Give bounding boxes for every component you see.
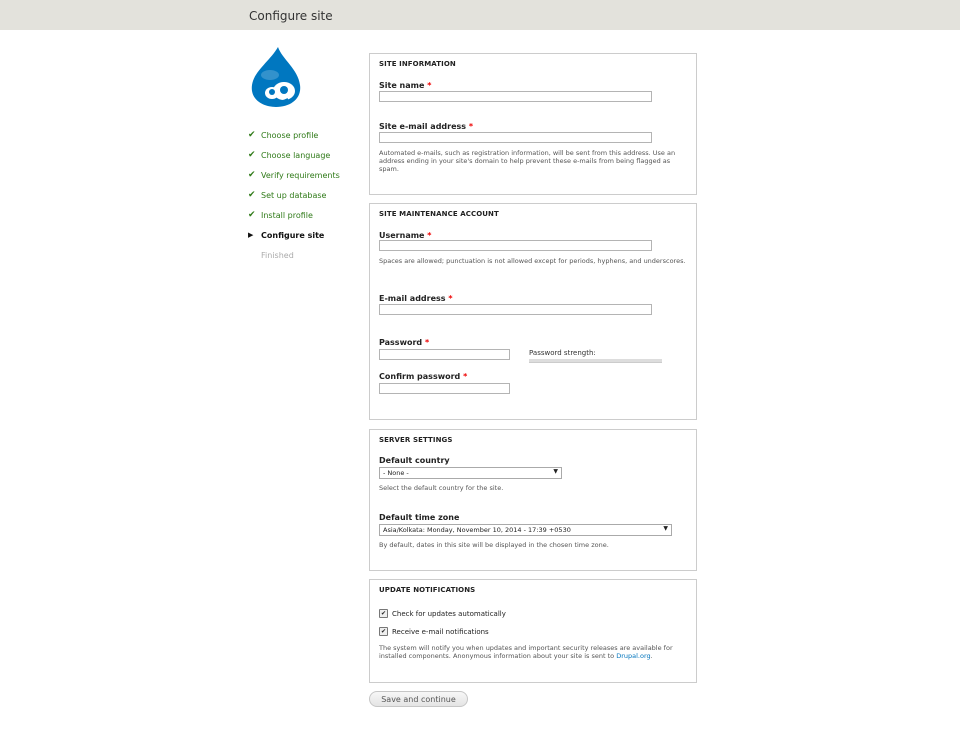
site-email-input[interactable] [379, 132, 652, 143]
save-and-continue-button[interactable]: Save and continue [369, 691, 468, 707]
drupal-logo [248, 45, 304, 107]
receive-email-label: Receive e-mail notifications [392, 627, 489, 636]
site-maintenance-account-fieldset [369, 203, 697, 420]
step-finished [248, 245, 340, 265]
email-label: E-mail address * [379, 294, 453, 303]
email-input[interactable] [379, 304, 652, 315]
drupal-org-link[interactable]: Drupal.org [616, 652, 651, 660]
username-label: Username * [379, 231, 432, 240]
password-input[interactable] [379, 349, 510, 360]
update-notifications-fieldset [369, 579, 697, 683]
check-updates-checkbox[interactable] [379, 609, 506, 618]
step-label: Install profile [261, 210, 313, 220]
step-choose-language [248, 145, 340, 165]
site-name-label: Site name * [379, 81, 432, 90]
default-country-description: Select the default country for the site. [379, 484, 504, 492]
server-settings-fieldset [369, 429, 697, 571]
step-choose-profile [248, 125, 340, 145]
header-bar [0, 0, 960, 30]
step-label: Choose language [261, 150, 331, 160]
site-email-label: Site e-mail address * [379, 122, 474, 131]
site-information-fieldset [369, 53, 697, 195]
checkbox-checked-icon[interactable]: ✔ [380, 610, 387, 617]
step-label: Configure site [261, 230, 325, 240]
step-configure-site [248, 225, 340, 245]
checkbox-checked-icon[interactable]: ✔ [380, 628, 387, 635]
fieldset-legend: SITE INFORMATION [379, 60, 456, 68]
password-strength-bar [529, 359, 662, 363]
dropdown-arrow-icon: ▼ [553, 468, 558, 475]
install-steps [248, 125, 340, 265]
default-country-select[interactable]: - None - ▼ [379, 467, 562, 479]
checkmark-icon: ✔ [248, 130, 256, 140]
step-install-profile [248, 205, 340, 225]
default-time-zone-description: By default, dates in this site will be displayed in the chosen time zone. [379, 541, 609, 549]
step-verify-requirements [248, 165, 340, 185]
step-label: Choose profile [261, 130, 319, 140]
receive-email-checkbox[interactable] [379, 627, 489, 636]
default-time-zone-select[interactable]: Asia/Kolkata: Monday, November 10, 2014 - 17:39 +0530 ▼ [379, 524, 672, 536]
site-email-description: Automated e-mails, such as registration information, will be sent from this address. Use an address ending in your site's domain to help prevent these e-mails from being flagged as spam. [379, 149, 676, 173]
triangle-right-icon: ▶ [248, 231, 254, 239]
checkmark-icon: ✔ [248, 210, 256, 220]
default-time-zone-label: Default time zone [379, 513, 460, 522]
fieldset-legend: UPDATE NOTIFICATIONS [379, 586, 476, 594]
username-input[interactable] [379, 240, 652, 251]
step-label: Finished [261, 250, 294, 260]
checkmark-icon: ✔ [248, 150, 256, 160]
confirm-password-label: Confirm password * [379, 372, 468, 381]
site-name-input[interactable] [379, 91, 652, 102]
username-description: Spaces are allowed; punctuation is not allowed except for periods, hyphens, and underscores. [379, 257, 686, 265]
page-title: Configure site [249, 9, 333, 23]
password-strength-label: Password strength: [529, 349, 596, 357]
update-notifications-description: The system will notify you when updates and important security releases are available for installed components. Anonymous information about your site is sent to Drupal.org. [379, 644, 673, 660]
fieldset-legend: SERVER SETTINGS [379, 436, 453, 444]
confirm-password-input[interactable] [379, 383, 510, 394]
check-updates-label: Check for updates automatically [392, 609, 506, 618]
password-label: Password * [379, 338, 430, 347]
checkmark-icon: ✔ [248, 190, 256, 200]
step-label: Set up database [261, 190, 327, 200]
fieldset-legend: SITE MAINTENANCE ACCOUNT [379, 210, 499, 218]
default-country-label: Default country [379, 456, 450, 465]
dropdown-arrow-icon: ▼ [663, 525, 668, 532]
step-label: Verify requirements [261, 170, 340, 180]
step-set-up-database [248, 185, 340, 205]
checkmark-icon: ✔ [248, 170, 256, 180]
